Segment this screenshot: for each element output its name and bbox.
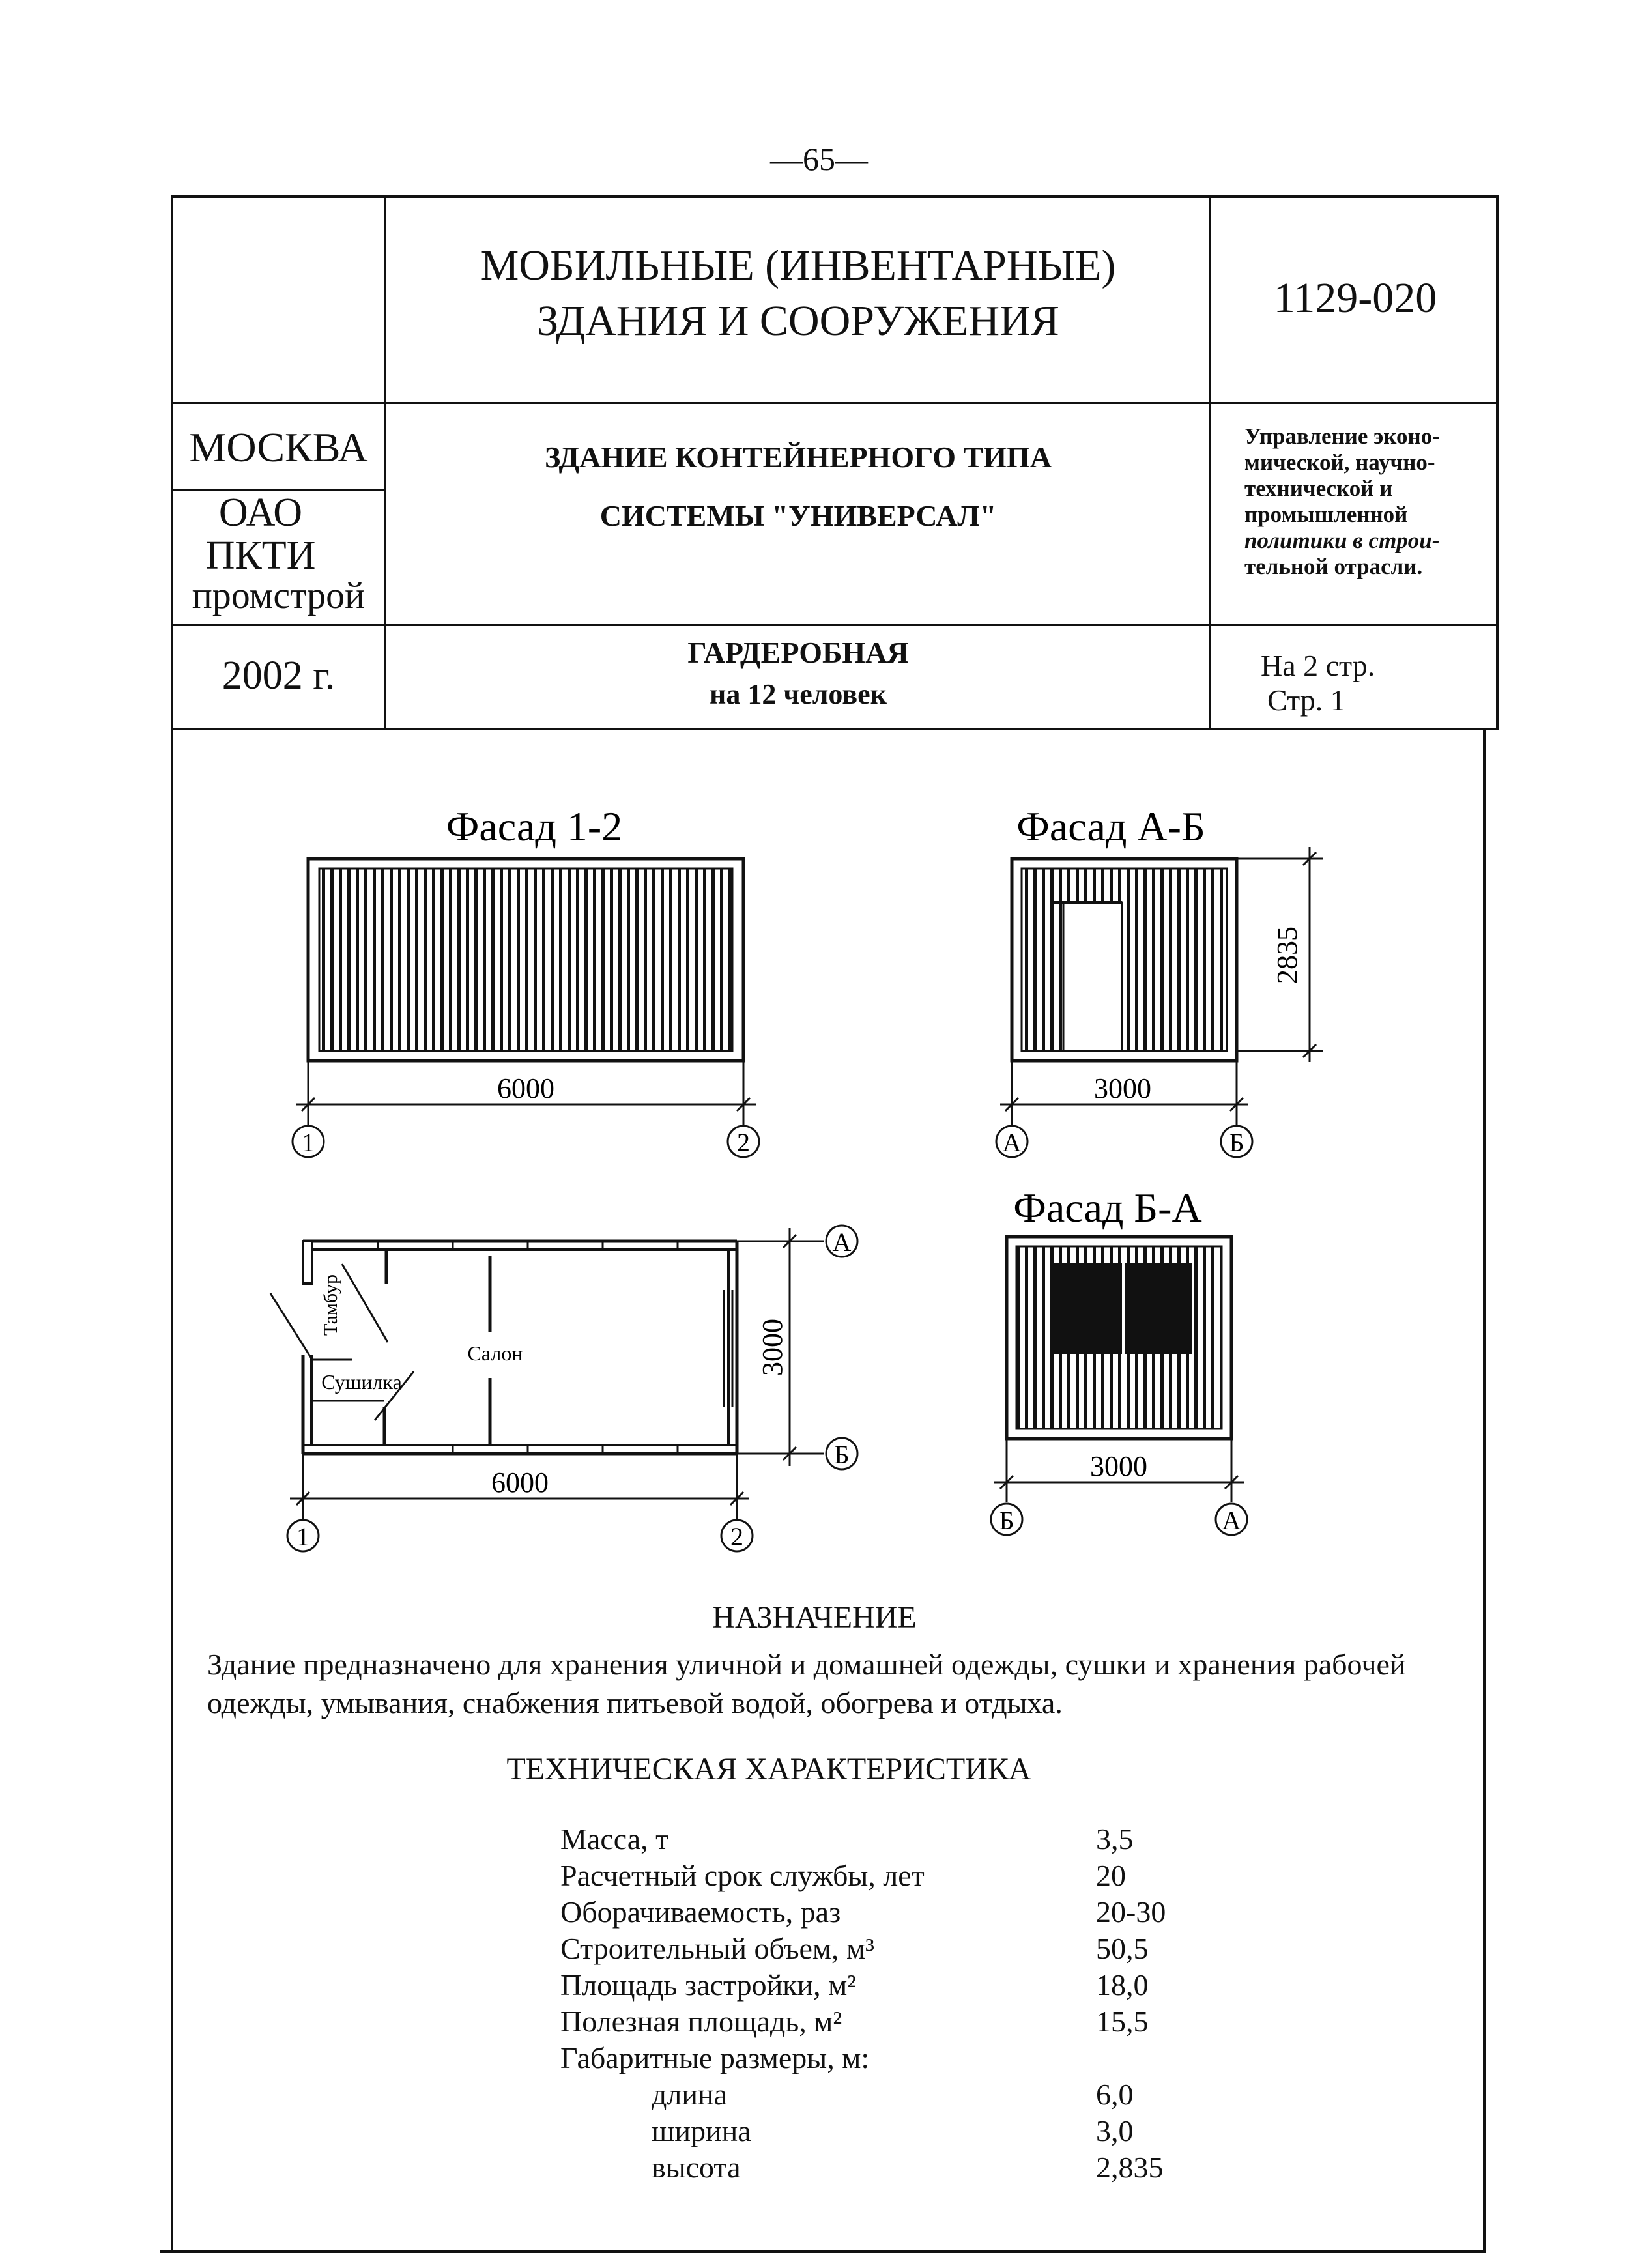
axis-label: 1: [296, 1522, 309, 1551]
axis-label: Б: [834, 1440, 850, 1469]
spec-value: 2,835: [1096, 2151, 1164, 2184]
spec-label: длина: [652, 2078, 728, 2111]
spec-row: [560, 2003, 1277, 2040]
facade-ab-height: 2835: [1271, 926, 1303, 984]
plan-width: 3000: [756, 1319, 788, 1376]
room-tambur-label: Тамбур: [320, 1274, 341, 1336]
axis-marker-1: [293, 1126, 324, 1157]
axis-label: 2: [737, 1128, 750, 1157]
spec-label: Строительный объем, м³: [560, 1932, 874, 1965]
series-title-line2: ЗДАНИЯ И СООРУЖЕНИЯ: [537, 297, 1059, 345]
axis-marker-a: [1216, 1504, 1247, 1535]
specs-heading: ТЕХНИЧЕСКАЯ ХАРАКТЕРИСТИКА: [506, 1752, 1031, 1787]
spec-label: ширина: [652, 2114, 751, 2147]
authority-line: политики в строи-: [1244, 528, 1440, 553]
purpose-line2: одежды, умывания, снабжения питьевой водой, обогрева и отдыха.: [207, 1686, 1063, 1719]
axis-marker-b: [991, 1504, 1022, 1535]
spec-row: [560, 1894, 1277, 1931]
spec-row: [560, 2149, 1277, 2186]
axis-label: А: [1222, 1506, 1241, 1535]
authority-line: тельной отрасли.: [1244, 554, 1423, 579]
spec-value: 18,0: [1096, 1968, 1149, 2002]
axis-label: 1: [302, 1128, 315, 1157]
spec-value: 3,0: [1096, 2114, 1134, 2147]
spec-label: Полезная площадь, м²: [560, 2005, 842, 2038]
org-line3: промстрой: [192, 574, 366, 616]
spec-value: 15,5: [1096, 2005, 1149, 2038]
room-dryer-label: Сушилка: [321, 1370, 402, 1394]
facade-ab: [1012, 859, 1237, 1061]
spec-row: [560, 2113, 1277, 2149]
facade-ba-title: Фасад Б-А: [1013, 1184, 1202, 1231]
axis-marker-1: [287, 1520, 319, 1551]
facade-ab-title: Фасад А-Б: [1016, 803, 1205, 850]
axis-marker-a: [826, 1226, 857, 1257]
subject-line2: СИСТЕМЫ "УНИВЕРСАЛ": [599, 499, 997, 532]
facade-ba: [1007, 1237, 1231, 1439]
purpose-line1: Здание предназначено для хранения уличной и домашней одежды, сушки и хранения рабочей: [207, 1648, 1406, 1681]
axis-label: 2: [730, 1522, 743, 1551]
authority-line: технической и: [1244, 476, 1393, 501]
facade-12-title: Фасад 1-2: [446, 803, 623, 850]
pages-total: На 2 стр.: [1261, 649, 1375, 682]
spec-value: 20-30: [1096, 1895, 1166, 1929]
axis-marker-2: [721, 1520, 753, 1551]
building-capacity: на 12 человек: [710, 678, 887, 710]
axis-label: Б: [999, 1506, 1014, 1535]
spec-row: [560, 2040, 1277, 2076]
spec-value: 20: [1096, 1859, 1126, 1892]
building-name: ГАРДЕРОБНАЯ: [687, 636, 909, 669]
axis-marker-a: [996, 1126, 1027, 1157]
axis-label: Б: [1229, 1128, 1244, 1157]
axis-marker-b: [826, 1438, 857, 1469]
axis-marker-b: [1221, 1126, 1252, 1157]
spec-row: [560, 1858, 1277, 1894]
facade-ab-width: 3000: [1094, 1072, 1151, 1104]
spec-value: 6,0: [1096, 2078, 1134, 2111]
spec-row: [560, 1821, 1277, 1858]
purpose-heading: НАЗНАЧЕНИЕ: [712, 1600, 917, 1635]
page-number: —65—: [770, 141, 868, 177]
authority-line: Управление эконо-: [1244, 423, 1440, 449]
frame-bottom: [160, 2250, 1486, 2253]
axis-label: А: [832, 1227, 852, 1257]
spec-value: 50,5: [1096, 1932, 1149, 1965]
spec-label: Оборачиваемость, раз: [560, 1895, 841, 1929]
spec-label: Габаритные размеры, м:: [560, 2041, 870, 2074]
spec-row: [560, 1931, 1277, 1967]
page-current: Стр. 1: [1267, 683, 1345, 717]
subject-line1: ЗДАНИЕ КОНТЕЙНЕРНОГО ТИПА: [545, 440, 1052, 474]
authority-line: мической, научно-: [1244, 450, 1435, 475]
authority-line: промышленной: [1244, 502, 1408, 527]
specs-table: [560, 1821, 1277, 2186]
spec-row: [560, 2076, 1277, 2113]
spec-label: Расчетный срок службы, лет: [560, 1859, 925, 1892]
document-code: 1129-020: [1273, 274, 1437, 322]
spec-label: Масса, т: [560, 1822, 669, 1856]
org-line2: ПКТИ: [205, 534, 316, 578]
facade-12-length: 6000: [497, 1072, 554, 1104]
org-line1: ОАО: [218, 491, 303, 535]
series-title-line1: МОБИЛЬНЫЕ (ИНВЕНТАРНЫЕ): [480, 242, 1116, 289]
spec-row: [560, 1967, 1277, 2003]
room-salon-label: Салон: [467, 1342, 523, 1365]
facade-ba-width: 3000: [1090, 1450, 1147, 1482]
axis-marker-2: [728, 1126, 759, 1157]
spec-label: высота: [652, 2151, 741, 2184]
spec-value: 3,5: [1096, 1822, 1134, 1856]
plan-length: 6000: [491, 1467, 549, 1499]
spec-label: Площадь застройки, м²: [560, 1968, 857, 2002]
facade-12: [308, 859, 743, 1061]
year: 2002 г.: [222, 653, 336, 698]
city: МОСКВА: [189, 424, 368, 470]
axis-label: А: [1002, 1128, 1022, 1157]
